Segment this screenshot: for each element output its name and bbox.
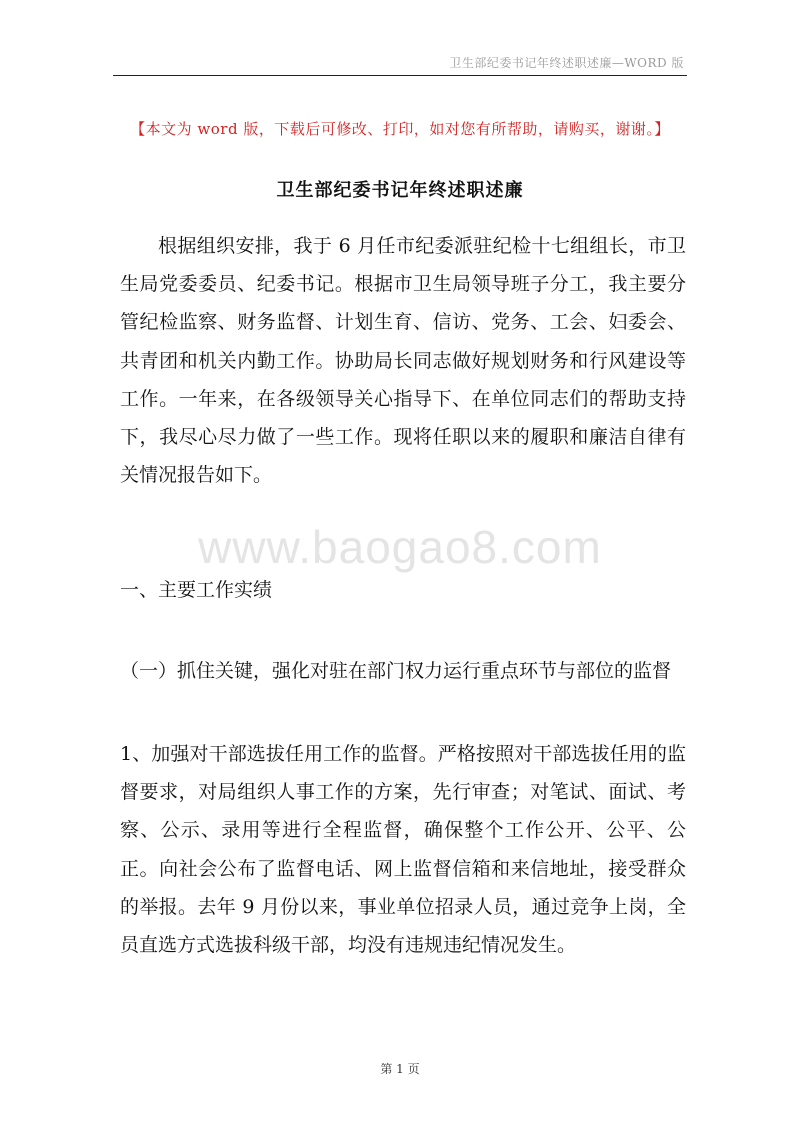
page-number: 第 1 页 — [380, 1062, 420, 1076]
item-paragraph: 1、加强对干部选拔任用工作的监督。严格按照对干部选拔任用的监督要求，对局组织人事工作的方案，先行审查；对笔试、面试、考察、公示、录用等进行全程监督，确保整个工作公开、公平、公正。向社会公布了监督电话、网上监督信箱和来信地址，接受群众的举报。去年 9 月份以来，事业单位招录人员，通过竞争上岗，全员直选方式选拔科级干部，均没有违规违纪情况发生。 — [120, 743, 686, 957]
download-notice: 【本文为 word 版，下载后可修改、打印，如对您有所帮助，请购买，谢谢。】 — [130, 120, 670, 138]
header-divider — [113, 75, 687, 76]
document-title: 卫生部纪委书记年终述职述廉 — [276, 180, 524, 201]
running-header: 卫生部纪委书记年终述职述廉—WORD 版 — [449, 56, 684, 70]
watermark: www.baogao8.com — [198, 521, 602, 573]
subsection-heading: （一）抓住关键，强化对驻在部门权力运行重点环节与部位的监督 — [120, 660, 672, 682]
intro-paragraph: 根据组织安排，我于 6 月任市纪委派驻纪检十七组组长，市卫生局党委委员、纪委书记。根据市卫生局领导班子分工，我主要分管纪检监察、财务监督、计划生育、信访、党务、工会、妇委会、共青团和机关内勤工作。协助局长同志做好规划财务和行风建设等工作。一年来，在各级领导关心指导下、在单位同志们的帮助支持下，我尽心尽力做了一些工作。现将任职以来的履职和廉洁自律有关情况报告如下。 — [120, 235, 686, 487]
section-heading: 一、主要工作实绩 — [120, 579, 273, 601]
